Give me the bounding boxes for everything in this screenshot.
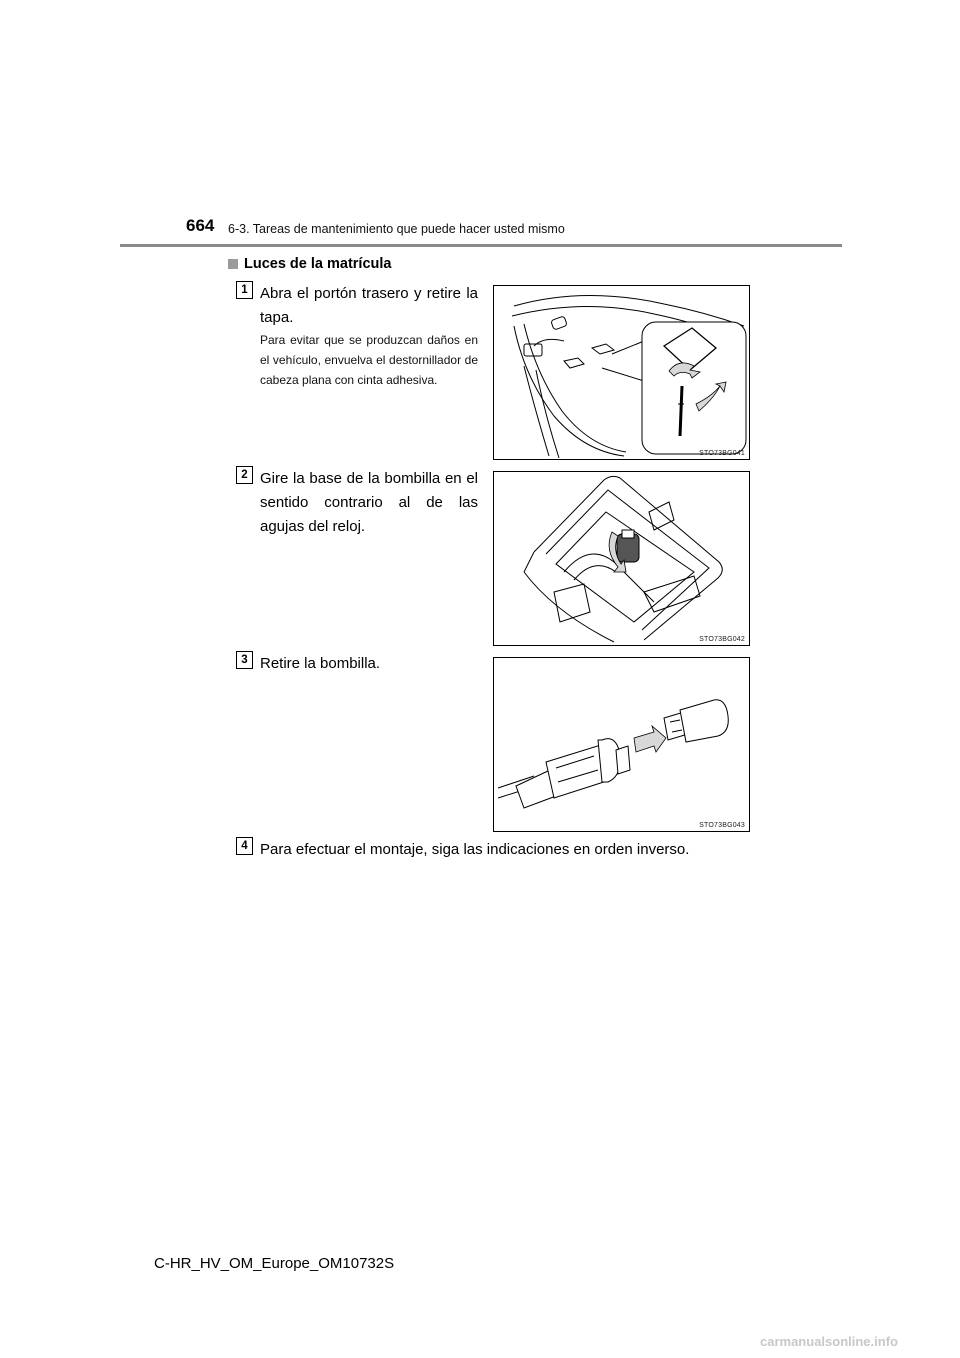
page-number: 664 (186, 216, 215, 235)
tailgate-cover-illustration (494, 286, 749, 459)
heading-bullet-icon (228, 259, 238, 269)
step-1-note: Para evitar que se produzcan daños en el vehículo, envuelva el destornillador de cabeza plana con cinta adhesiva. (260, 333, 478, 387)
figure-2 (493, 471, 750, 646)
step-1-text: Abra el portón trasero y retire la tapa. (260, 285, 478, 326)
bulb-socket-illustration (494, 472, 749, 645)
section-heading (228, 256, 391, 272)
footer-document-id: C-HR_HV_OM_Europe_OM10732S (154, 1255, 395, 1272)
step-1-number: 1 (236, 281, 253, 299)
section-title: 6-3. Tareas de mantenimiento que puede hacer usted mismo (228, 222, 565, 236)
step-2-text: Gire la base de la bombilla en el sentido contrario al de las agujas del reloj. (260, 470, 478, 535)
figure-1 (493, 285, 750, 460)
step-4-text: Para efectuar el montaje, siga las indicaciones en orden inverso. (260, 841, 690, 858)
watermark: carmanualsonline.info (760, 1334, 898, 1349)
figure-1-code: STO73BG041 (699, 450, 745, 457)
step-4-number: 4 (236, 837, 253, 855)
figure-3-code: STO73BG043 (699, 822, 745, 829)
bulb-removal-illustration (494, 658, 749, 831)
section-heading-text: Luces de la matrícula (244, 256, 392, 272)
figure-3 (493, 657, 750, 832)
step-2-number: 2 (236, 466, 253, 484)
step-3-text: Retire la bombilla. (260, 655, 381, 672)
header-rule (120, 244, 842, 247)
step-3-number: 3 (236, 651, 253, 669)
figure-2-code: STO73BG042 (699, 636, 745, 643)
